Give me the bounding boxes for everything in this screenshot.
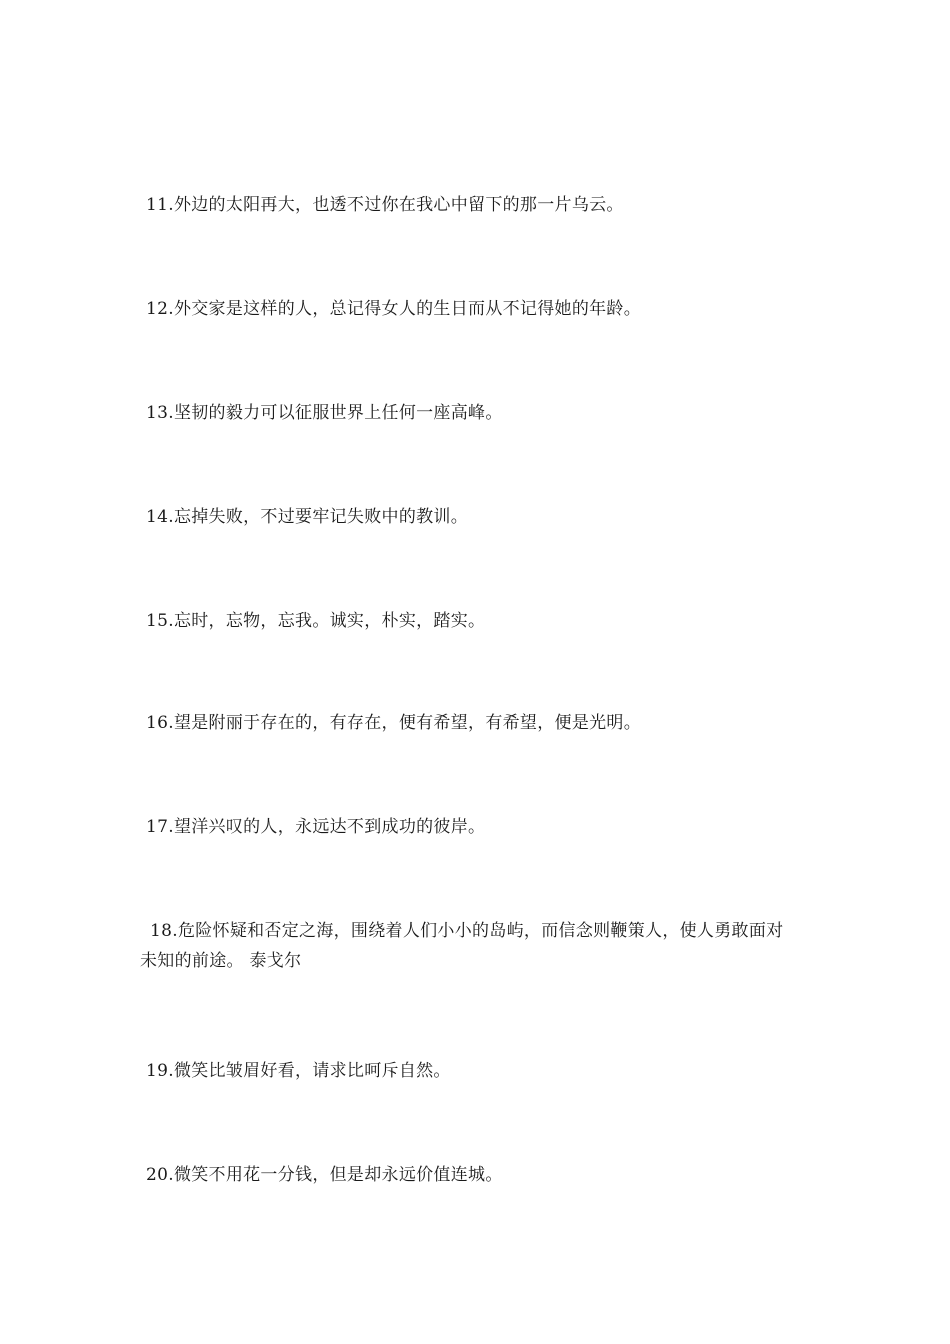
item-number: 19.: [146, 1061, 174, 1081]
list-item: [146, 398, 806, 428]
item-number: 18.: [150, 921, 178, 941]
item-text: 忘时，忘物，忘我。诚实，朴实，踏实。: [173, 611, 486, 631]
item-text: 望是附丽于存在的，有存在，便有希望，有希望，便是光明。: [173, 713, 642, 733]
item-text: 忘掉失败，不过要牢记失败中的教训。: [173, 507, 469, 527]
list-item: [146, 190, 806, 220]
list-item: [146, 502, 806, 532]
item-text: 坚韧的毅力可以征服世界上任何一座高峰。: [173, 403, 503, 423]
list-item: [146, 1056, 806, 1086]
list-item: [146, 294, 806, 324]
item-number: 11.: [146, 195, 174, 215]
item-text: 外交家是这样的人，总记得女人的生日而从不记得她的年龄。: [173, 299, 642, 319]
list-item: [146, 708, 806, 738]
item-number: 17.: [146, 817, 174, 837]
item-text: 望洋兴叹的人，永远达不到成功的彼岸。: [173, 817, 486, 837]
list-item: [146, 1160, 806, 1190]
item-number: 14.: [146, 507, 174, 527]
item-text: 微笑不用花一分钱，但是却永远价值连城。: [173, 1165, 503, 1185]
list-item: [146, 606, 806, 636]
list-item: [140, 916, 800, 976]
item-text: 微笑比皱眉好看，请求比呵斥自然。: [173, 1061, 451, 1081]
item-number: 13.: [146, 403, 174, 423]
item-number: 20.: [146, 1165, 174, 1185]
item-number: 15.: [146, 611, 174, 631]
item-number: 16.: [146, 713, 174, 733]
item-text: 危险怀疑和否定之海，围绕着人们小小的岛屿，而信念则鞭策人，使人勇敢面对未知的前途。 泰戈尔: [140, 921, 784, 971]
item-text: 外边的太阳再大，也透不过你在我心中留下的那一片乌云。: [173, 195, 624, 215]
item-number: 12.: [146, 299, 174, 319]
list-item: [146, 812, 806, 842]
